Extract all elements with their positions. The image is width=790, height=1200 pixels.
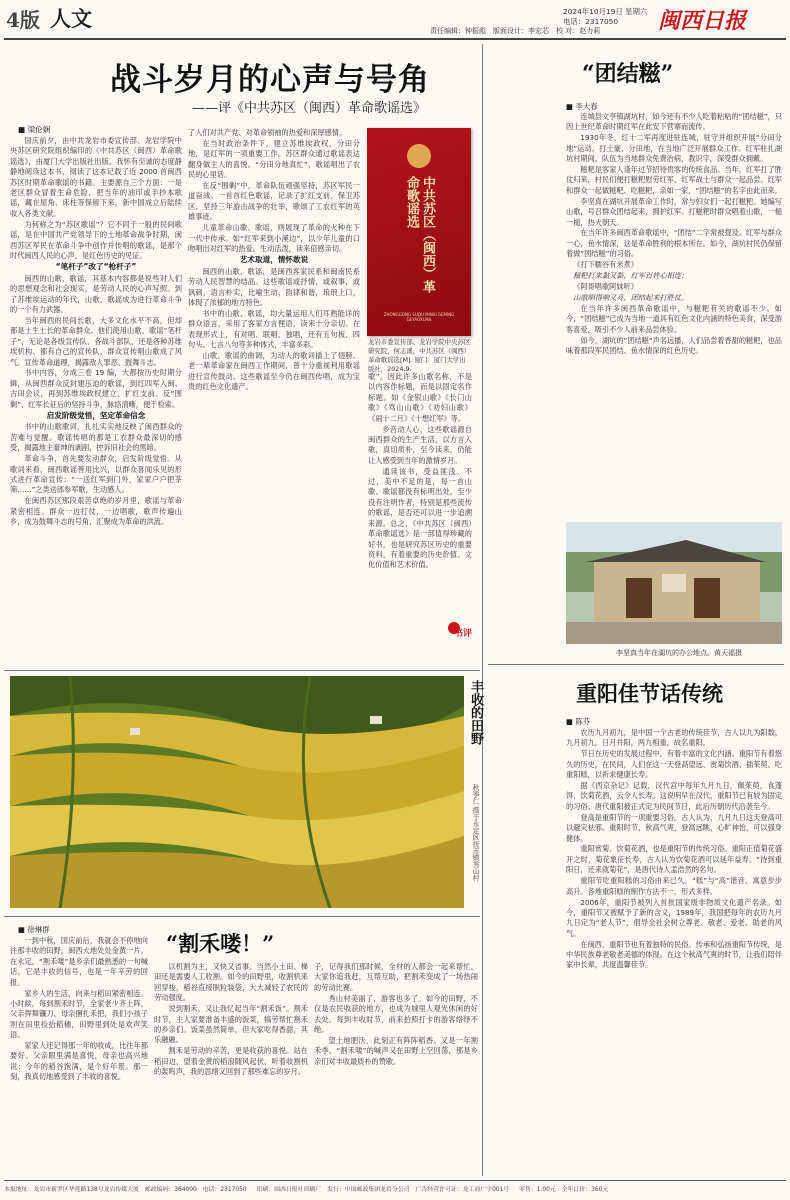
article1-col2 bbox=[188, 128, 360, 670]
paragraph: 书中内容，分成三卷 19 编，大都按历史时期分辑，从闽西群众反封建压迫的歌谣，到红四军入闽、古田会议，再到苏维埃政权建立、扩红支前、反“围剿”、红军长征后的坚持斗争，脉络清晰，便于检索。 bbox=[10, 368, 182, 409]
paragraph: 家家人还记得那一年的收成，比往年都要好。父亲眼里满是喜悦，母亲也高兴地说：今年的稻谷饱满，是个好年景。那一刻，我真切地感受到了丰收的喜悦。 bbox=[10, 1041, 148, 1082]
photo-feature-title: 丰收的田野 bbox=[468, 680, 483, 745]
paragraph: 登高是重阳节的一项重要习俗。古人认为，九月九日这天登高可以避灾祛邪。重阳时节，秋高气爽，登高远眺，心旷神怡，可以强身健体。 bbox=[566, 812, 782, 843]
paragraph: 2006年，重阳节被列入首批国家级非物质文化遗产名录。如今，重阳节又被赋予了新的含义，1989年，我国把每年的农历九月九日定为“老人节”，倡导全社会树立尊老、敬老、爱老、助老的风气。 bbox=[566, 897, 782, 938]
column-divider bbox=[482, 44, 483, 1176]
editors: 责任编辑：钟振彪 版面设计：李宏芯 校 对：赵力莉 bbox=[430, 27, 601, 35]
section-rule bbox=[4, 916, 480, 917]
paragraph: 书中的山歌歌词，扎扎实实地反映了闽西群众的苦难与觉醒。歌谣传唱的都是工农群众最深切的感受，揭露地主豪绅的剥削，控诉旧社会的黑暗。 bbox=[10, 422, 182, 453]
paragraph: 在当年许多闽西革命歌谣中，“团结”二字常被提及。红军与群众一心，鱼水情深，这是革命胜利的根本所在。如今，湖坑村民仍保留着做“团结糍”的习俗。 bbox=[566, 228, 782, 259]
photo-feature-caption: 秋季仁 摄于永定区抚市镇秀山村 bbox=[471, 784, 479, 882]
paragraph: 家乡人的生活，向来与稻田紧密相连。小时候，每到割禾时节，全家老少齐上阵，父亲挥舞镰刀，母亲捆扎禾把，我们小孩子则在田里捡拾稻穗，田野里到处是欢声笑语。 bbox=[10, 988, 148, 1040]
section-name: 人文 bbox=[50, 6, 92, 31]
paragraph: 歌”。因此许多山歌名称，不是以内容作标题，而是以固定名作标题。如《金银山歌》《长门山歌》《骂山山歌》《劝妇山歌》《闹十二月》《十想红军》等。 bbox=[368, 372, 472, 423]
paragraph: 为何称之为“苏区歌谣”？它不同于一般的民间歌谣，是在中国共产党领导下的土地革命战争时期，闽西苏区军民在革命斗争中创作并传唱的歌谣，是那个时代闽西人民的心声，是红色历史的见证。 bbox=[10, 219, 182, 260]
paragraph: 农历九月初九，是中国一个古老的传统佳节，古人以九为阳数，九月初九，日月并阳，两九相重，故名重阳。 bbox=[566, 728, 782, 748]
song-title: 《阿哥唱歌阿妹听》 bbox=[573, 282, 638, 291]
paragraph: 重阳赏菊、饮菊花酒，也是重阳节的传统习俗。重阳正值菊花盛开之时，菊花象征长寿，古人认为饮菊花酒可以延年益寿。“待到重阳日，还来就菊花”，是唐代诗人孟浩然的名句。 bbox=[566, 844, 782, 875]
article2-author bbox=[566, 101, 598, 112]
paragraph: 当年闽西的民间长歌，大多文化水平不高，但却都是土生土长的革命群众。他们使用山歌、歌谣“笔杆子”，无论是各级宣传队、各战斗部队，还是各种苏维埃机构、都有自己的宣传队，群众宣传唱山歌成了风气。宣传革命道理，揭露敌人罪恶，鼓舞斗志。 bbox=[10, 315, 182, 367]
article3-author bbox=[566, 716, 590, 727]
footer bbox=[4, 1184, 786, 1196]
paragraph: 糍粑是客家人逢年过节招待贵客的传统食品。当年，红军打了胜仗归来，村民们便打糍粑慰劳红军，红军战士与群众一起品尝。红军和群众一起做糍粑、吃糍粑，亲如一家，“团结糍”的名字由此而来。 bbox=[566, 165, 782, 195]
building-photo bbox=[566, 522, 782, 644]
paragraph: 了人们对共产党、对革命领袖的热爱和深厚感情。 bbox=[188, 128, 347, 137]
section-rule bbox=[488, 664, 784, 665]
book-review-stamp bbox=[448, 622, 474, 640]
paragraph: 书中的山歌、歌谣，均大量运用人们耳熟能详的群众语言，采用了客家方言俚语，读来十分亲切。在表现形式上，有对唱、联唱、独唱，还有五句板、四句头、七言八句等多种体式，丰富多彩。 bbox=[188, 308, 360, 350]
paragraph: 子，记得我们那时候，全村的人都会一起来帮忙，大家你追我赶，互帮互助，把割禾变成了一场热闹的劳动比赛。 bbox=[314, 962, 478, 992]
article1-subtitle: ——评《中共苏区（闽西）革命歌谣选》 bbox=[192, 101, 427, 116]
paragraph: 革命斗争，首先要发动群众，启发阶级觉悟。从歌词来看，闽西歌谣善用比兴，以群众喜闻乐见的形式进行革命宣传：“一送红军到门外，家家户户把茶筛……”之类送郎参军歌，生动感人。 bbox=[10, 454, 182, 495]
paragraph: 通读该书，受益匪浅。不过，美中不足的是，每一首山歌、歌谣都没有标明出处，至少没有注明作者，特别是那些流传的歌谣，是否还可以进一步追溯来源。总之，《中共苏区（闽西）革命歌谣选》是一部值得珍藏的好书，也是研究苏区历史的重要资料，有着重要的历史价值、文化价值和艺术价值。 bbox=[368, 466, 472, 570]
author-name: 徐琳群 bbox=[27, 925, 50, 934]
cover-subtitle: ZHONGGONG SUQU MINXI GEMING GEYAOXUAN bbox=[383, 312, 455, 322]
paragraph: 一到中秋，国庆前后，我就会不停地向往那丰收的田野，闽西大地处处金黄一片。在永定，“割禾喽”是乡亲们最熟悉的一句喊话，它是丰收的信号，也是一年辛劳的回报。 bbox=[10, 936, 148, 987]
cover-emblem-icon bbox=[407, 144, 431, 168]
photo-caption: 李坚真当年在湖坑的办公地点。黄天福摄 bbox=[616, 649, 742, 657]
book-caption: 龙岩市委宣传部、龙岩学院中央苏区研究院，何志溪，中共苏区（闽西）革命歌谣选[M]. 厦门：厦门大学出版社，2024.9. bbox=[368, 338, 471, 373]
section-heading: 启发阶级觉悟，坚定革命信念 bbox=[46, 411, 146, 421]
paragraph: 秀山村美丽了，游客也多了。如今的田野，不仅是农民收获的地方，也成为城里人观光休闲的好去处。每到丰收时节，前来拍照打卡的游客络绎不绝。 bbox=[314, 993, 478, 1034]
stamp-label: 书评 bbox=[454, 629, 473, 639]
paragraph: 在闽西苏区那段艰苦卓绝的岁月里，歌谣与革命紧密相连。群众一边打仗，一边唱歌，歌声传遍山乡，成为鼓舞斗志的号角，汇聚成为革命的洪流。 bbox=[10, 496, 182, 527]
article1-author bbox=[18, 124, 50, 135]
footer-address: 本报地址：龙岩市新罗区华莲路138号龙岩传媒大厦 邮政编码：364000 电话：2317050 bbox=[4, 1187, 247, 1193]
paragraph: 李坚真在湖坑开展革命工作时，常与妇女们一起打糍粑。她编写山歌，号召群众团结起来，拥护红军。打糍粑时群众唱着山歌，一槌一槌，热火朝天。 bbox=[566, 196, 782, 227]
article4-title: “割禾喽！” bbox=[166, 931, 275, 956]
section-heading: 艺术取道，情怀敢说 bbox=[239, 255, 309, 265]
article3-body bbox=[566, 728, 782, 1176]
field-photo bbox=[10, 676, 464, 908]
article3-title: 重阳佳节话传统 bbox=[576, 681, 723, 706]
paragraph: 在反“围剿”中，革命队伍顽强坚持，苏区军民一道奋战。一首首红色歌谣，记录了扩红支前、保卫苏区、坚持三年游击战争的壮举，歌颂了工农红军的英雄事迹。 bbox=[188, 181, 360, 222]
song-line: 糍粑打来黏又黏，红军百姓心相连； bbox=[573, 271, 689, 281]
page-label: 4版 bbox=[6, 8, 40, 32]
paragraph: 在当时政治条件下，建立苏维埃政权，分田分地，是红军的一项重要工作。苏区群众通过歌谣表达翻身做主人的喜悦。“分田分地真忙”，歌谣唱出了农民的心里话。 bbox=[188, 138, 360, 180]
paragraph: 如今，湖坑的“团结糍”声名远播，人们品尝着香甜的糍粑，也品味着那段军民团结、鱼水情深的红色历史。 bbox=[566, 335, 782, 355]
section-heading: “笔杆子”改了“枪杆子” bbox=[55, 262, 137, 272]
author-mark-icon: ■ bbox=[18, 925, 28, 934]
paragraph: 节日在历史的发展过程中，有着丰富的文化内涵。重阳节有着悠久的历史，在民间，人们在这一天登高望远、赏菊饮酒、插茱萸、吃重阳糕，以祈求健康长寿。 bbox=[566, 749, 782, 780]
author-mark-icon: ■ bbox=[566, 102, 576, 111]
paragraph: 在闽西，重阳节也有着独特的民俗。传承和弘扬重阳节传统，是中华民族尊老敬老美德的体现。在这个秋高气爽的时节，让我们陪伴家中长辈，共度温馨佳节。 bbox=[566, 939, 782, 970]
article1-col3 bbox=[368, 372, 472, 600]
paragraph: 说到割禾，又让我忆起当年“割禾饭”。割禾时节，主人家要准备丰盛的饭菜，犒劳帮忙割禾的乡亲们。饭菜虽然简单，但大家吃得香甜，其乐融融。 bbox=[154, 1004, 308, 1045]
article1-title: 战斗岁月的心声与号角 bbox=[110, 62, 430, 98]
issue-date: 2024年10月19日 星期六 bbox=[563, 7, 648, 16]
phone: 电话：2317050 bbox=[563, 17, 619, 26]
article4-author bbox=[18, 924, 50, 935]
paragraph: 儿童革命山歌、歌谣，则展现了革命的火种在下一代中传承。如“红军来到小溪边”，以少年儿童的口吻唱出对红军的热爱，生动活泼，读来倍感亲切。 bbox=[188, 223, 360, 253]
author-name: 陈芬 bbox=[575, 717, 591, 726]
masthead bbox=[0, 0, 790, 38]
paragraph: 国庆前夕，由中共龙岩市委宣传部、龙岩学院中央苏区研究院组织编印的《中共苏区（闽西）革命歌谣选》，由厦门大学出版社出版。我怀有至诚的态度静静地阅读这本书，阅读了这本记载了近 2000 首闽西苏区时期革命歌谣的书籍。主要源自三个方面：一是老区群众冒着生命危险，把当年的油印或手抄本歌谣，藏在屋角、床柱等保留下来，新中国成立后陆续收入各类文献。 bbox=[10, 136, 182, 218]
footer-price: 零售：1.00元 全年订价：360元 bbox=[519, 1187, 609, 1193]
paragraph: 重阳节吃重阳糕的习俗由来已久。“糕”与“高”谐音，寓意步步高升。各地重阳糕的制作方法不一，形式多样。 bbox=[566, 876, 782, 896]
article2-title: “团结糍” bbox=[582, 61, 674, 87]
author-name: 李大春 bbox=[575, 102, 598, 111]
section-rule bbox=[4, 670, 480, 671]
article4-col3 bbox=[314, 962, 478, 1176]
paper-logo: 闽西日报 bbox=[658, 8, 747, 34]
author-mark-icon: ■ bbox=[566, 717, 576, 726]
paragraph: 据《西京杂记》记载，汉代宫中每年九月九日，佩茱萸，食蓬饵，饮菊花酒，云令人长寿。这说明早在汉代，重阳节已有较为固定的习俗。唐代重阳被正式定为民间节日，此后历朝历代沿袭至今。 bbox=[566, 781, 782, 811]
book-cover bbox=[367, 128, 471, 336]
paragraph: 1930年冬，红十二军再度进驻连城，驻守并组织开展“分田分地”运动。打土豪、分田地，在当地广泛开展群众工作。红军驻扎湖坑村期间，队伍为当地群众免费治病，教识字，深受群众拥戴。 bbox=[566, 133, 782, 164]
paragraph: 山歌、歌谣的曲调，为动人的歌词插上了翅膀。老一辈革命家在闽西工作期间，曾十分重视利用歌谣进行宣传鼓动。这些歌谣至今仍在闽西传唱，成为宝贵的红色文化遗产。 bbox=[188, 351, 360, 392]
paragraph: 在当年许多闽西革命歌谣中，与糍粑有关的歌谣不少。如今，“团结糍”已成为当地一道具有红色文化内涵的特色美食，深受游客喜爱，吸引不少人前来品尝体验。 bbox=[566, 303, 782, 334]
song-line: 山歌唱得响又亮，团结起来打胜仗。 bbox=[573, 292, 689, 302]
article4-col1 bbox=[10, 936, 148, 1176]
paragraph: 以机割为主，又快又省事。当然小土田、梯田还是需要人工收割。如今的田野里，收割机来回穿梭，稻谷直接脱粒装袋，大大减轻了农民的劳动强度。 bbox=[154, 962, 308, 1003]
paragraph: 望土地肥沃，此刻正有阵阵稻香。又是一年割禾季，“割禾喽”的喊声又在田野上空回荡，那是乡亲们对丰收最质朴的赞歌。 bbox=[314, 1035, 478, 1066]
field-illustration bbox=[10, 676, 464, 908]
building-illustration bbox=[566, 522, 782, 644]
paragraph: 割禾是劳动的辛苦，更是收获的喜悦。站在稻田边，望着金黄的稻浪随风起伏，听着收割机的轰鸣声，我的思绪又回到了那些难忘的岁月。 bbox=[154, 1046, 308, 1077]
paragraph: 乡音动人心，这些歌谣源自闽西群众的生产生活，以方言入歌，真切质朴，至今读来，仍能让人感受到当年的激情岁月。 bbox=[368, 424, 472, 465]
cover-title: 中共苏区（闽西）革命歌谣选 bbox=[404, 176, 435, 293]
footer-print: 印刷：闽西日报社印刷厂 发行：中国邮政集团龙岩分公司 广告经营许可证：龙工商广字001号 bbox=[256, 1187, 510, 1193]
article1-col1 bbox=[10, 136, 182, 670]
author-mark-icon: ■ bbox=[18, 125, 28, 134]
footer-rule bbox=[4, 1180, 786, 1181]
author-name: 梁伦娴 bbox=[27, 125, 51, 134]
paragraph: 连城县文亨镇湖坑村，如今还有不少人吃着粘粘的“团结糍”，只因上世纪革命时期红军在此安下营寨而流传。 bbox=[566, 112, 782, 132]
masthead-rule bbox=[4, 38, 786, 40]
song-title: 《打下糯谷有米煮》 bbox=[573, 260, 638, 270]
paragraph: 闽西的山歌、歌谣，是闽西客家民系和闽南民系劳动人民智慧的结晶。这些歌谣或抒情，或叙事，或讽刺，语言朴实，比喻生动，韵律和谐，琅琅上口，体现了浓郁的地方特色。 bbox=[188, 266, 360, 307]
article4-col2 bbox=[154, 962, 308, 1176]
paragraph: 闽西的山歌、歌谣，其基本内容都是说些对人们的思想观念和社会现实，是劳动人民的心声写照。到了苏维埃运动的年代，山歌、歌谣成为进行革命斗争的一个有力武器。 bbox=[10, 273, 182, 314]
